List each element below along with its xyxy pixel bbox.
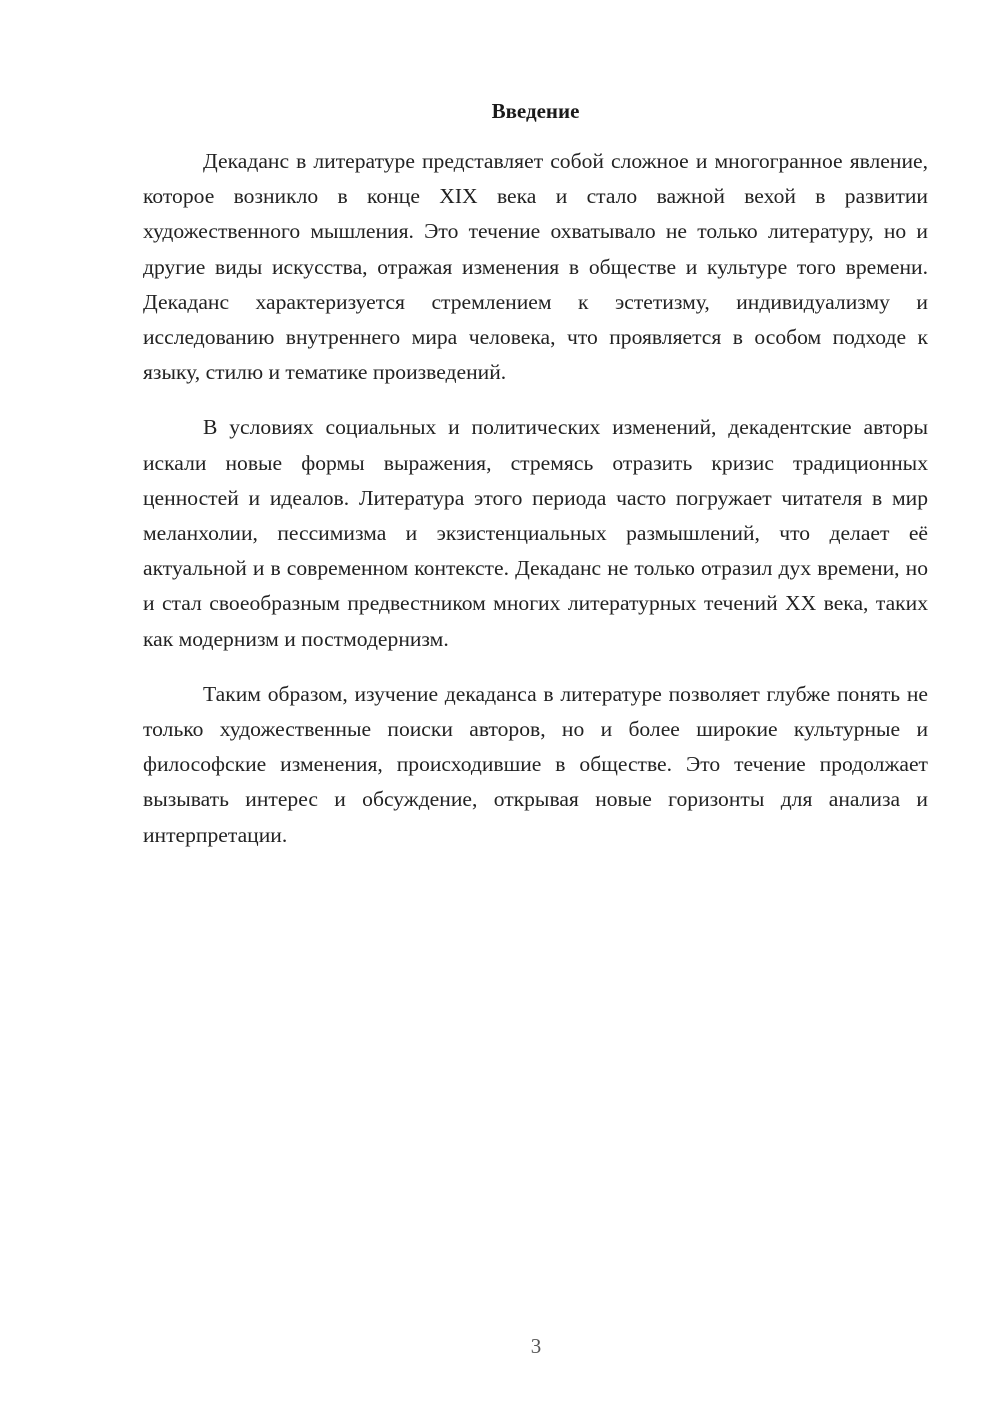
page-content — [143, 96, 928, 853]
page-number: 3 — [530, 1334, 542, 1358]
paragraph-2: В условиях социальных и политических изменений, декадентские авторы искали новые формы выражения, стремясь отразить кризис традиционных ценностей и идеалов. Литература этого периода часто погружает читателя в мир меланхолии, пессимизма и экзистенциальных размышлений, что делает её актуальной и в современном контексте. Декаданс не только отразил дух времени, но и стал своеобразным предвестником многих литературных течений XX века, таких как модернизм и постмодернизм. — [143, 415, 928, 651]
paragraph-3: Таким образом, изучение декаданса в литературе позволяет глубже понять не только художественные поиски авторов, но и более широкие культурные и философские изменения, происходившие в обществе. Это течение продолжает вызывать интерес и обсуждение, открывая новые горизонты для анализа и интерпретации. — [143, 681, 928, 847]
paragraph-1: Декаданс в литературе представляет собой сложное и многогранное явление, которое возникло в конце XIX века и стало важной вехой в развитии художественного мышления. Это течение охватывало не только литературу, но и другие виды искусства, отражая изменения в обществе и культуре того времени. Декаданс характеризуется стремлением к эстетизму, индивидуализму и исследованию внутреннего мира человека, что проявляется в особом подходе к языку, стилю и тематике произведений. — [143, 149, 928, 385]
section-title: Введение — [491, 99, 580, 123]
